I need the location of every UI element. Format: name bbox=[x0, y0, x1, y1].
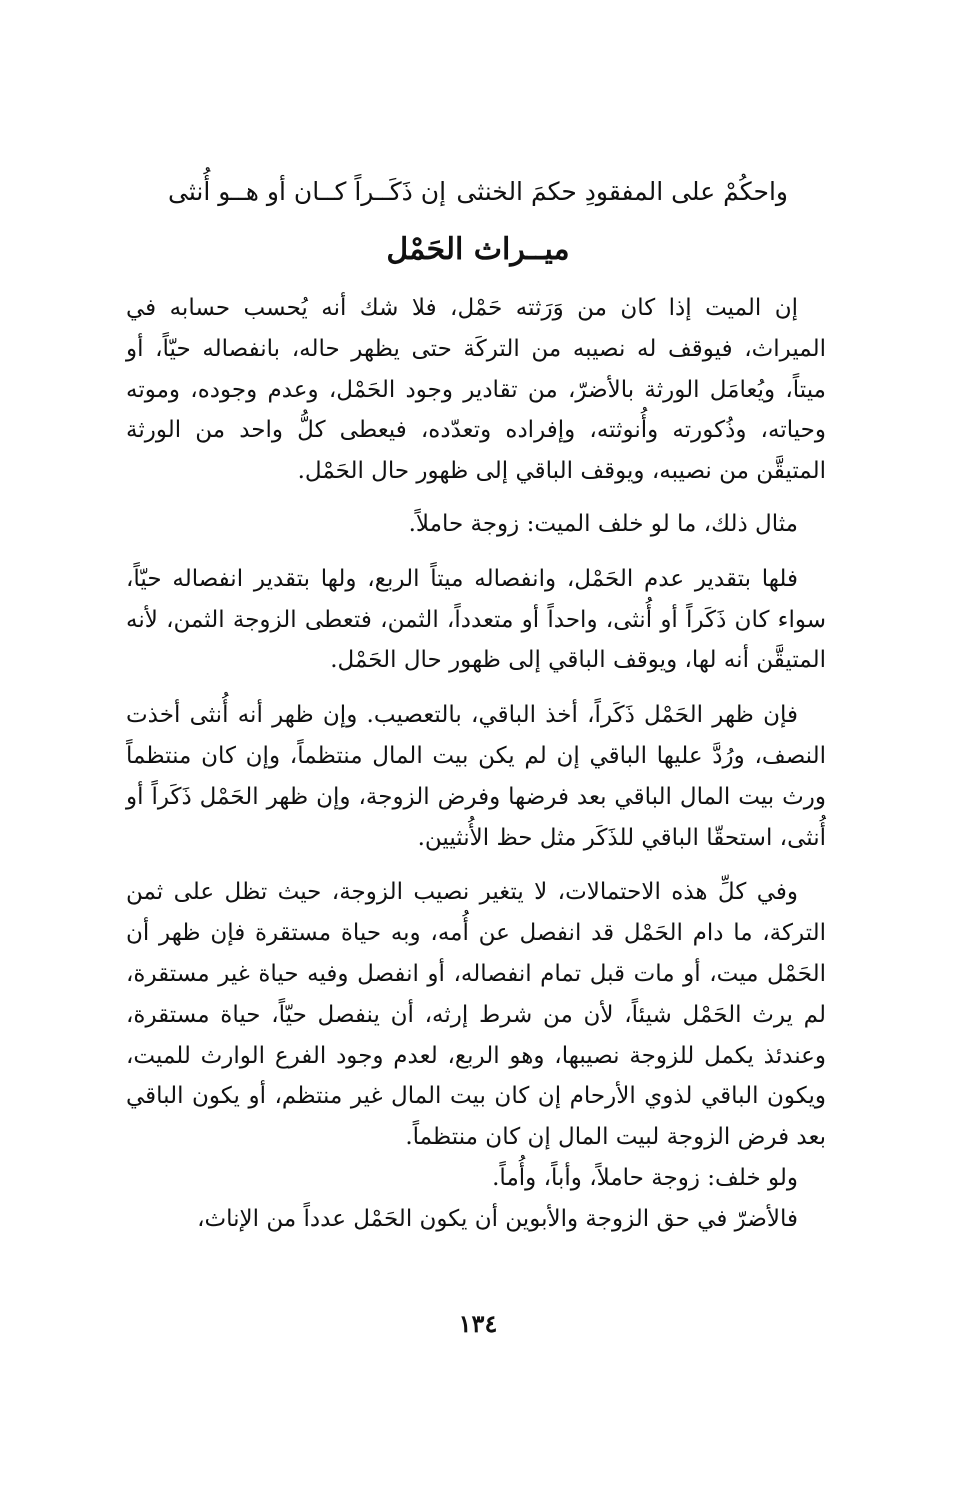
paragraph-worst-case: فالأضرّ في حق الزوجة والأبوين أن يكون الحَمْل عدداً من الإناث، bbox=[197, 1205, 798, 1232]
paragraph-intro: إن الميت إذا كان من وَرَثته حَمْل، فلا شك أنه يُحسب حسابه في الميراث، فيوقف له نصيبه من التركَة حتى يظهر حاله، بانفصاله حيّاً، أو ميتاً، ويُعامَل الورثة بالأضرّ، من تقادير وجود الحَمْل، وعدم وجوده، وموته وحياته، وذُكورته وأُنوثته، وإفراده وتعدّده، فيعطى كلُّ واحد من الورثة المتيقَّن من نصيبه، ويوقف الباقي إلى ظهور حال الحَمْل. bbox=[126, 295, 826, 485]
section-heading: ميــراث الحَمْل bbox=[386, 232, 570, 267]
paragraph-example: مثال ذلك، ما لو خلف الميت: زوجة حاملاً. bbox=[408, 510, 798, 537]
body-text bbox=[126, 288, 826, 1240]
verse-line bbox=[168, 168, 788, 216]
paragraph-outcomes: فإن ظهر الحَمْل ذَكَراً، أخذ الباقي، بالتعصيب. وإن ظهر أنه أُنثى أخذت النصف، ورُدَّ عليها الباقي إن لم يكن بيت المال منتظماً، وإن كان منتظماً ورث بيت المال الباقي بعد فرضها وفرض الزوجة، وإن ظهر الحَمْل ذَكَراً أو أُنثى، استحقّا الباقي للذَكَر مثل حظ الأُنثيين. bbox=[126, 702, 826, 851]
paragraph-second-example: ولو خلف: زوجة حاملاً، وأباً، وأُماً. bbox=[492, 1164, 798, 1191]
verse-first-hemistich: واحكُمْ على المفقودِ حكمَ الخنثى bbox=[456, 177, 788, 206]
page-number: ١٣٤ bbox=[458, 1309, 498, 1338]
paragraph-wife-share: فلها بتقدير عدم الحَمْل، وانفصاله ميتاً الربع، ولها بتقدير انفصاله حيّاً، سواء كان ذَكَراً أو أُنثى، واحداً أو متعدداً، الثمن، فتعطى الزوجة الثمن، لأنه المتيقَّن أنه لها، ويوقف الباقي إلى ظهور حال الحَمْل. bbox=[126, 565, 826, 674]
paragraph-cases: وفي كلِّ هذه الاحتمالات، لا يتغير نصيب الزوجة، حيث تظل على ثمن التركة، ما دام الحَمْل قد انفصل عن أُمه، وبه حياة مستقرة فإن ظهر أن الحَمْل ميت، أو مات قبل تمام انفصاله، أو انفصل وفيه حياة غير مستقرة، لم يرث الحَمْل شيئاً، لأن من شرط إرثه، أن ينفصل حيّاً، حياة مستقرة، وعندئذ يكمل للزوجة نصيبها، وهو الربع، لعدم وجود الفرع الوارث للميت، ويكون الباقي لذوي الأرحام إن كان بيت المال غير منتظم، أو يكون الباقي بعد فرض الزوجة لبيت المال إن كان منتظماً. bbox=[126, 879, 826, 1151]
verse-second-hemistich: إن ذَكَــراً كــان أو هــو أُنثى bbox=[168, 177, 447, 206]
